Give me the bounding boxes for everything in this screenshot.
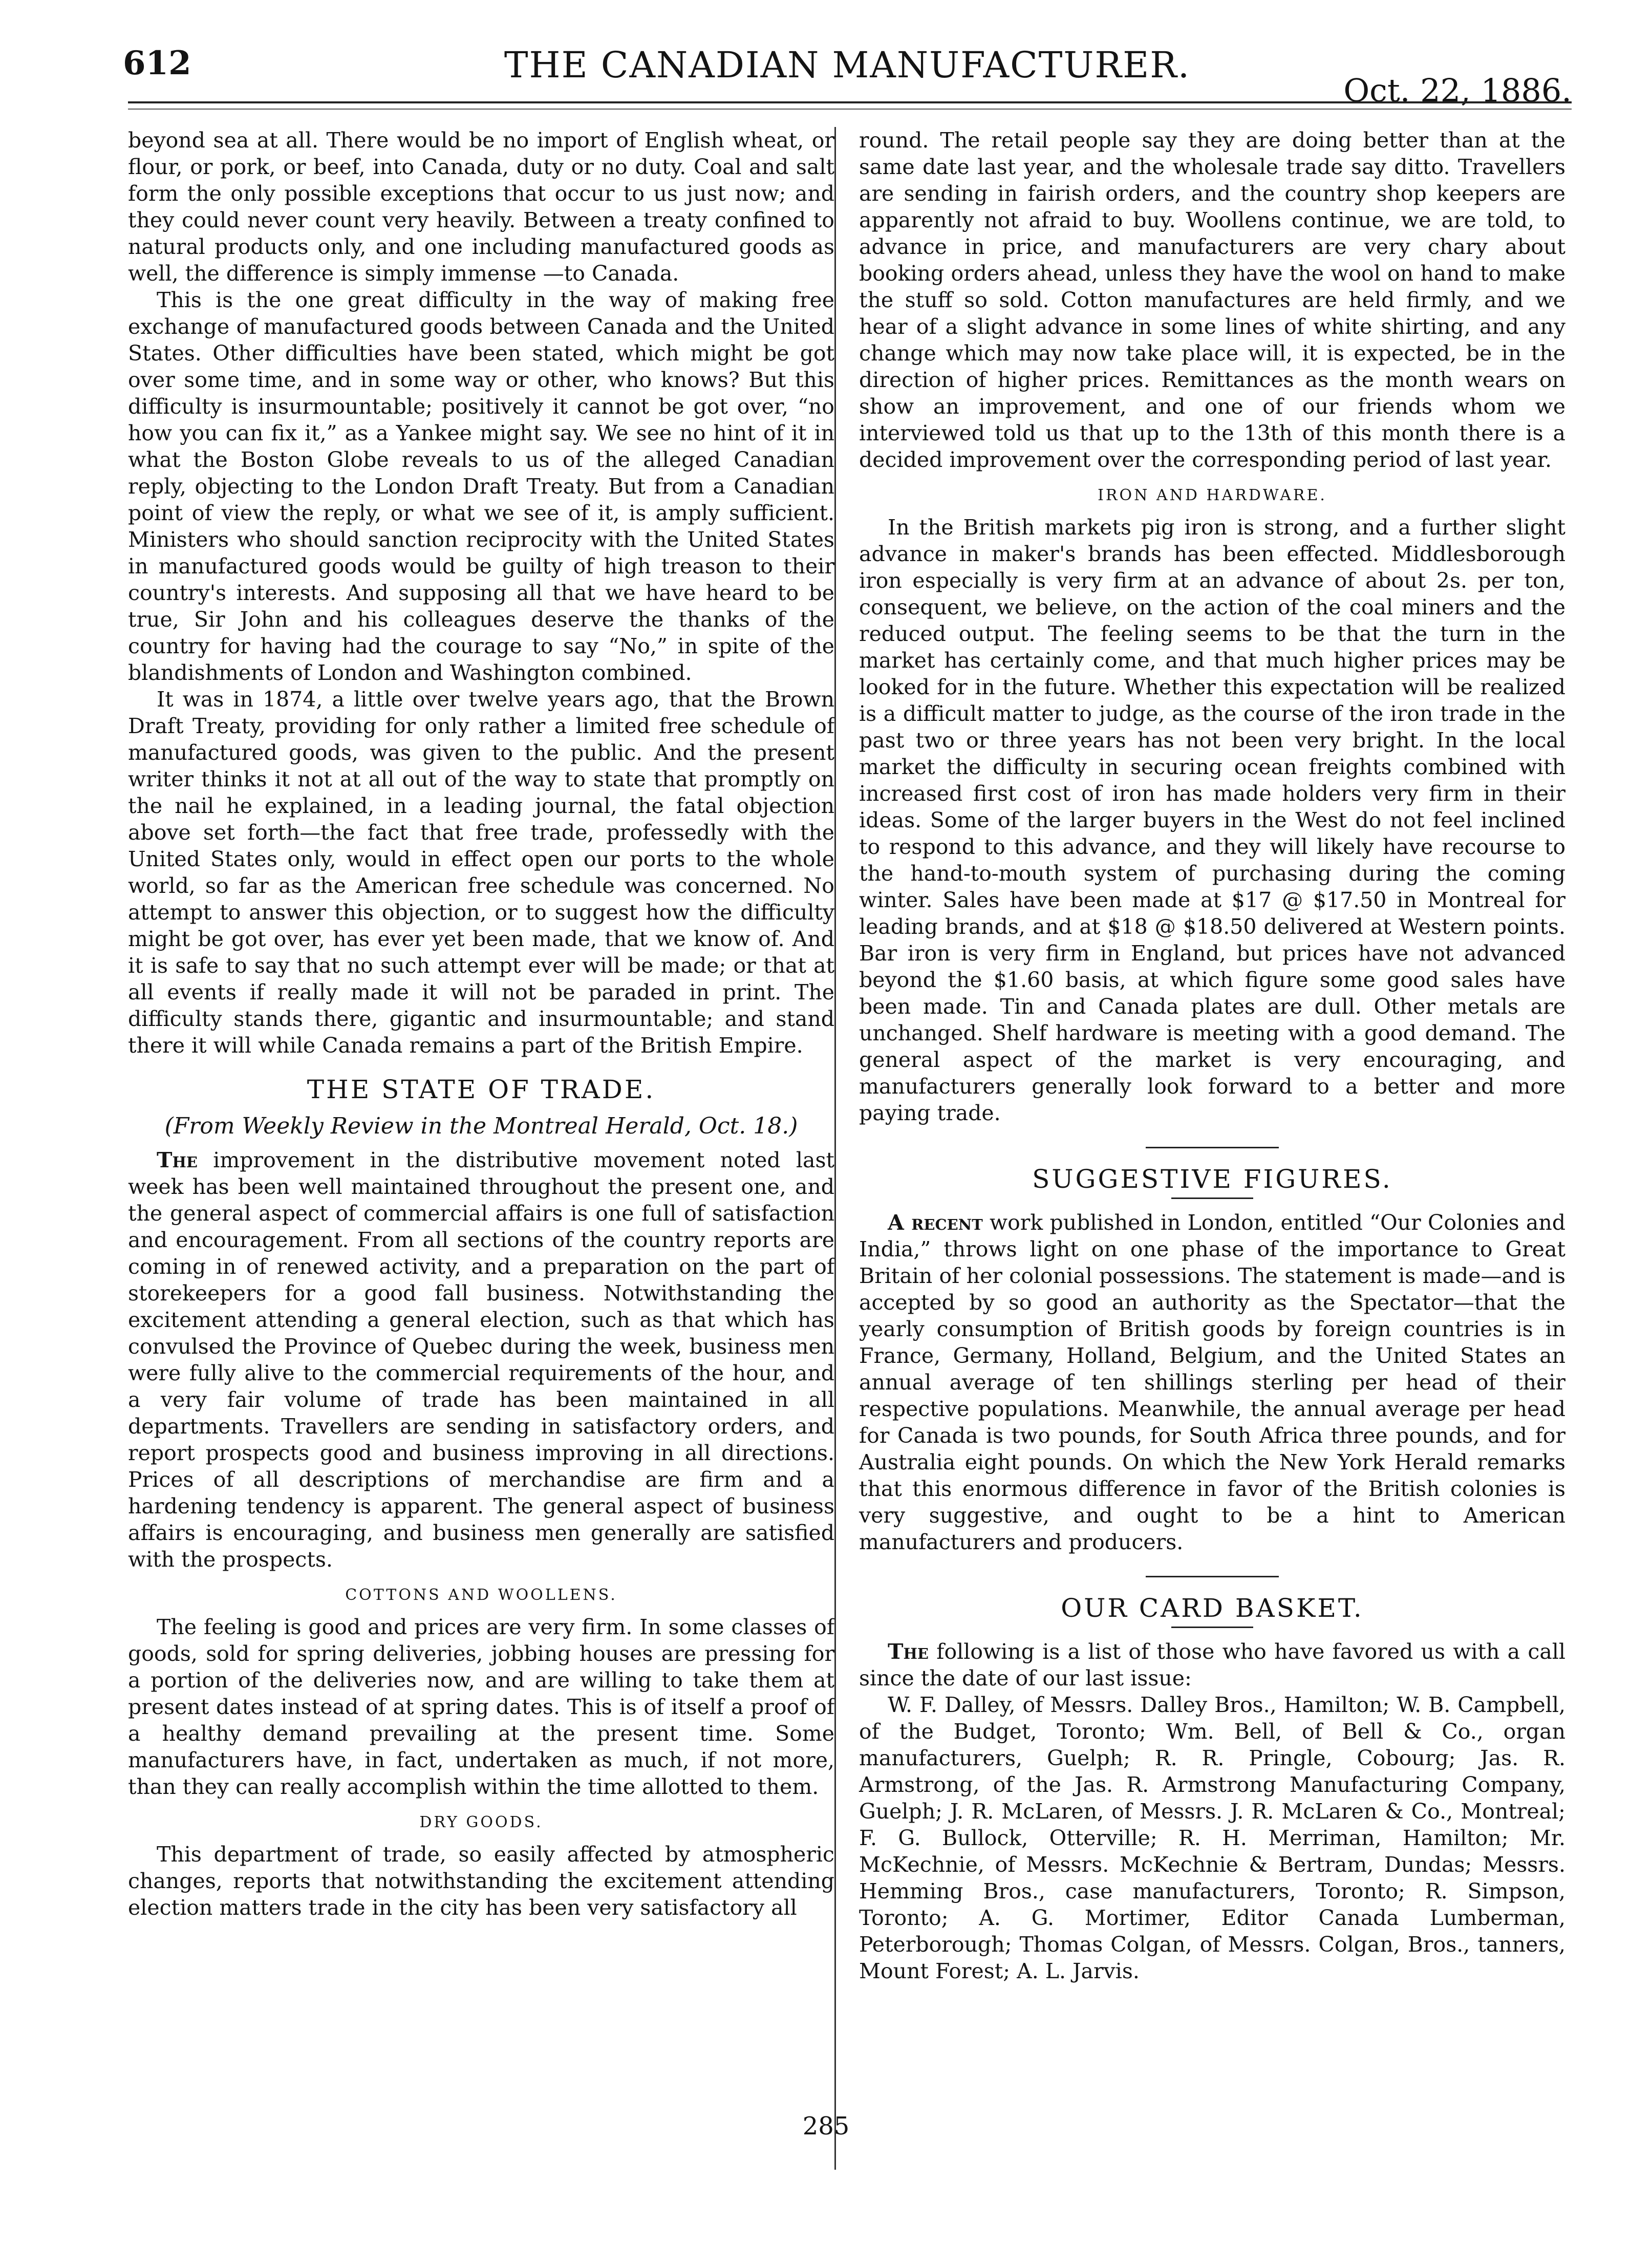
- subhead-dry-goods: DRY GOODS.: [419, 1813, 543, 1831]
- article-paragraph: round. The retail people say they are doing better than at the same date last year, and the wholesale trade say ditto. Travellers are sending in fairish orders, and the country shop keepers are apparently not afraid to buy. Woollens continue, we are told, to advance in price, and manufacturers are very chary about booking orders ahead, unless they have the wool on hand to make the stuff so sold. Cotton manufactures are held firmly, and we hear of a slight advance in some lines of white shirting, and any change which may now take place will, it is expected, be in the direction of higher prices. Remittances as the month wears on show an improvement, and one of our friends whom we interviewed told us that up to the 13th of this month there is a decided improvement over the corresponding period of last year.: [859, 128, 1565, 472]
- title-underline: [1171, 1197, 1253, 1199]
- subhead-cottons-woollens: COTTONS AND WOOLLENS.: [345, 1586, 617, 1604]
- page-number: 612: [123, 44, 191, 82]
- page-folio: 285: [802, 2112, 850, 2141]
- title-underline: [1171, 1627, 1253, 1628]
- article-paragraph: W. F. Dalley, of Messrs. Dalley Bros., Hamilton; W. B. Campbell, of the Budget, Toronto; Wm. Bell, of Bell & Co., organ manufacturers, Guelph; R. R. Pringle, Cobourg; Jas. R. Armstrong, of the Jas. R. Armstrong Manufacturing Company, Guelph; J. R. McLaren, of Messrs. J. R. McLaren & Co., Montreal; F. G. Bullock, Otterville; R. H. Merriman, Hamilton; Mr. McKechnie, of Messrs. McKechnie & Bertram, Dundas; Messrs. Hemming Bros., case manufacturers, Toronto; R. Simpson, Toronto; A. G. Mortimer, Editor Canada Lumberman, Peterborough; Thomas Colgan, of Messrs. Colgan, Bros., tanners, Mount Forest; A. L. Jarvis.: [859, 1693, 1565, 1983]
- article-paragraph: [128, 1147, 834, 1573]
- subhead-iron-hardware: IRON AND HARDWARE.: [1098, 486, 1327, 504]
- article-paragraph: It was in 1874, a little over twelve years ago, that the Brown Draft Treaty, providing for only rather a limited free schedule of manufactured goods, was given to the public. And the present writer thinks it not at all out of the way to state that promptly on the nail he explained, in a leading journal, the fatal objection above set forth—the fact that free trade, professedly with the United States only, would in effect open our ports to the whole world, so far as the American free schedule was concerned. No attempt to answer this objection, or to suggest how the difficulty might be got over, has ever yet been made, that we know of. And it is safe to say that no such attempt ever will be made; or that at all events if really made it will not be paraded in print. The difficulty stands there, gigantic and insurmountable; and stand there it will while Canada remains a part of the British Empire.: [128, 687, 834, 1058]
- drop-lead-word: The: [157, 1148, 198, 1172]
- paragraph-text: following is a list of those who have favored us with a call since the date of our last issue:: [859, 1639, 1565, 1691]
- section-title-state-of-trade: THE STATE OF TRADE.: [307, 1075, 656, 1104]
- section-title-card-basket: OUR CARD BASKET.: [1061, 1593, 1364, 1623]
- header-rule-thin: [128, 109, 1572, 110]
- drop-lead-word: The: [888, 1639, 929, 1664]
- article-paragraph: This department of trade, so easily affected by atmospheric changes, reports that notwithstanding the excitement attending election matters trade in the city has been very satisfactory all: [128, 1842, 834, 1920]
- article-paragraph: The feeling is good and prices are very firm. In some classes of goods, sold for spring deliveries, jobbing houses are pressing for a portion of the deliveries now, and are willing to take them at present dates instead of at spring dates. This is of itself a proof of a healthy demand prevailing at the present time. Some manufacturers have, in fact, undertaken as much, if not more, than they can really accomplish within the time allotted to them.: [128, 1615, 834, 1799]
- paragraph-text: work published in London, entitled “Our Colonies and India,” throws light on one phase of the importance to Great Britain of her colonial possessions. The statement is made—and is accepted by so good an authority as the Spectator—that the yearly consumption of British goods by foreign countries is in France, Germany, Holland, Belgium, and the United States an annual average of ten shillings sterling per head of their respective populations. Meanwhile, the annual average per head for Canada is two pounds, for South Africa three pounds, and for Australia eight pounds. On which the New York Herald remarks that this enormous difference in favor of the British colonies is very suggestive, and ought to be a hint to American manufacturers and producers.: [859, 1210, 1565, 1554]
- article-paragraph: [859, 1209, 1565, 1555]
- article-paragraph: This is the one great difficulty in the way of making free exchange of manufactured goods between Canada and the United States. Other difficulties have been stated, which might be got over some time, and in some way or other, who knows? But this difficulty is insurmountable; positively it cannot be got over, “no how you can fix it,” as a Yankee might say. We see no hint of it in what the Boston Globe reveals to us of the alleged Canadian reply, objecting to the London Draft Treaty. But from a Canadian point of view the reply, or what we see of it, is amply sufficient. Ministers who should sanction reciprocity with the United States in manufactured goods would be guilty of high treason to their country's interests. And supposing all that we have heard to be true, Sir John and his colleagues deserve the thanks of the country for having had the courage to say “No,” in spite of the blandishments of London and Washington combined.: [128, 288, 834, 685]
- paragraph-text: improvement in the distributive movement noted last week has been well maintained throughout the present one, and the general aspect of commercial affairs is one full of satisfaction and encouragement. From all sections of the country reports are coming in of renewed activity, and a preparation on the part of storekeepers for a good fall business. Notwithstanding the excitement attending a general election, such as that which has convulsed the Province of Quebec during the week, business men were fully alive to the commercial requirements of the hour, and a very fair volume of trade has been maintained in all departments. Travellers are sending in satisfactory orders, and report prospects good and business improving in all directions. Prices of all descriptions of merchandise are firm and a hardening tendency is apparent. The general aspect of business affairs is encouraging, and business men generally are satisfied with the prospects.: [128, 1148, 834, 1572]
- section-divider: [1146, 1576, 1279, 1577]
- drop-lead-word: A recent: [888, 1210, 983, 1235]
- article-paragraph: [859, 1638, 1565, 1692]
- right-column: [859, 127, 1565, 1984]
- page-header: [123, 35, 1572, 109]
- header-rule: [128, 101, 1572, 103]
- left-column: [128, 127, 834, 1921]
- issue-date: Oct. 22, 1886.: [1343, 72, 1572, 109]
- section-title-suggestive-figures: SUGGESTIVE FIGURES.: [1032, 1164, 1392, 1194]
- section-divider: [1146, 1147, 1279, 1148]
- section-source-note: (From Weekly Review in the Montreal Herald, Oct. 18.): [164, 1113, 798, 1139]
- column-divider: [834, 127, 836, 2170]
- journal-title: THE CANADIAN MANUFACTURER.: [504, 44, 1191, 86]
- article-paragraph: beyond sea at all. There would be no import of English wheat, or flour, or pork, or beef, into Canada, duty or no duty. Coal and salt form the only possible exceptions that occur to us just now; and they could never count very heavily. Between a treaty confined to natural products only, and one including manufactured goods as well, the difference is simply immense —to Canada.: [128, 128, 834, 286]
- article-paragraph: In the British markets pig iron is strong, and a further slight advance in maker's brands has been effected. Middlesborough iron especially is very firm at an advance of about 2s. per ton, consequent, we believe, on the action of the coal miners and the reduced output. The feeling seems to be that the turn in the market has certainly come, and that much higher prices may be looked for in the future. Whether this expectation will be realized is a difficult matter to judge, as the course of the iron trade in the past two or three years has not been very bright. In the local market the difficulty in securing ocean freights combined with increased first cost of iron has made holders very firm in their ideas. Some of the larger buyers in the West do not feel inclined to respond to this advance, and they will likely have recourse to the hand-to-mouth system of purchasing during the coming winter. Sales have been made at $17 @ $17.50 in Montreal for leading brands, and at $18 @ $18.50 delivered at Western points. Bar iron is very firm in England, but prices have not advanced beyond the $1.60 basis, at which figure some good sales have been made. Tin and Canada plates are dull. Other metals are unchanged. Shelf hardware is meeting with a good demand. The general aspect of the market is very encouraging, and manufacturers generally look forward to a better and more paying trade.: [859, 515, 1565, 1125]
